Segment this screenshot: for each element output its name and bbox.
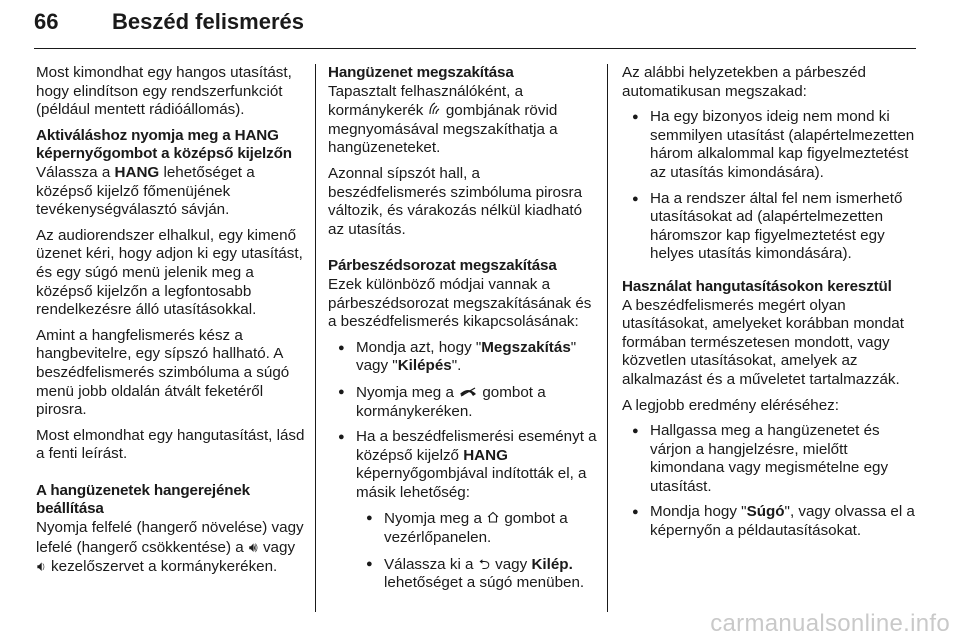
text: ", vagy olvassa el a képernyőn a példautasításokat. (650, 503, 915, 540)
paragraph: Az audiorendszer elhalkul, egy kimenő üzenet kéri, hogy adjon ki egy utasítást, és egy súgó menü jelenik meg a középső kijelzőn a legfontosabb rendelkezésre álló utasításokkal. (36, 226, 303, 319)
hang-up-icon (458, 383, 478, 402)
subheading: Hangüzenet megszakítása (328, 64, 514, 81)
paragraph: Most elmondhat egy hangutasítást, lásd a fenti leírást. (36, 426, 305, 463)
paragraph: Azonnal sípszót hall, a beszédfelismerés szimbóluma pirosra változik, és várakozás nélkül kiadható az utasítás. (328, 164, 583, 238)
column-1 (36, 64, 306, 584)
bullet-list (622, 422, 922, 541)
section-title: Beszéd felismerés (112, 9, 304, 34)
bold-text: HANG (114, 163, 160, 181)
text: Ha a beszédfelismerési eseményt a középső kijelző (356, 428, 597, 464)
bullet-list (622, 108, 922, 264)
column-divider (315, 64, 316, 612)
text: lehetőséget a súgó menüben. (384, 574, 585, 592)
column-2 (328, 64, 598, 600)
list-item: ● Hallgassa meg a hangüzenetet és várjon a hangjelzésre, mielőtt kimondana vagy megismételne egy utasítást. (622, 422, 922, 496)
column-divider (607, 64, 608, 612)
list-item (328, 339, 598, 376)
nested-bullet-list (356, 509, 598, 592)
text: Válassza ki a (384, 555, 478, 573)
subheading: Párbeszédsorozat megszakítása (328, 257, 557, 275)
list-item (356, 509, 598, 547)
text: Mondja hogy " (650, 503, 747, 521)
subheading: Aktiváláshoz nyomja meg a HANG képernyőgombot a középső kijelzőn (36, 126, 292, 163)
paragraph (36, 519, 306, 577)
text: " vagy " (356, 338, 577, 375)
bold-text: Súgó (746, 503, 785, 521)
paragraph: A legjobb eredmény eléréséhez: (622, 396, 839, 414)
list-item (356, 555, 598, 593)
header-rule (34, 48, 916, 49)
text: Nyomja meg a (356, 383, 459, 401)
paragraph: Amint a hangfelismerés kész a hangbevitelre, egy sípszó hallható. A beszédfelismerés szimbóluma a súgó menü jobb oldalán átvált feketéről pirosra. (36, 326, 290, 419)
text: vagy (258, 538, 296, 556)
text: gombot a vezérlőpanelen. (384, 510, 568, 547)
bold-text: Kilépés (397, 357, 452, 375)
page-header (34, 0, 916, 49)
paragraph (36, 164, 306, 220)
bold-text: HANG (463, 446, 508, 464)
bullet-list (328, 339, 598, 593)
paragraph (328, 83, 598, 158)
text: gombjának rövid megnyomásával megszakíthatja a hangüzeneteket. (328, 102, 558, 157)
volume-down-icon: 🔉︎ (37, 558, 46, 575)
text: Tapasztalt felhasználóként, a kormánykerék (328, 82, 524, 120)
list-item (328, 428, 598, 593)
text: lehetőséget a középső kijelző főmenüjének tevékenységválasztó sávján. (36, 163, 255, 219)
home-icon (486, 509, 500, 528)
page-number: 66 (34, 9, 59, 34)
list-item (328, 383, 598, 421)
text: Mondja azt, hogy " (356, 338, 482, 356)
subheading: A hangüzenetek hangerejének beállítása (36, 481, 250, 518)
text: Nyomja meg a (384, 510, 487, 528)
volume-up-icon: 🔊︎ (248, 538, 258, 555)
back-arrow-icon: ⮌ (478, 555, 490, 572)
paragraph: Ezek különböző módjai vannak a párbeszédsorozat megszakításának és a beszédfelismerés kikapcsolásának: (328, 275, 592, 331)
text: ". (451, 357, 462, 375)
paragraph: Most kimondhat egy hangos utasítást, hogy elindítson egy rendszerfunkciót (például mentett rádióállomás). (36, 64, 292, 119)
column-3 (622, 64, 922, 548)
text: képernyőgombjával indították el, a másik lehetőség: (356, 465, 587, 501)
watermark: carmanualsonline.info (710, 610, 950, 637)
bold-text: Megszakítás (481, 338, 571, 356)
text: gombot a kormánykeréken. (356, 383, 546, 420)
list-item (622, 503, 922, 540)
subheading: Használat hangutasításokon keresztül (622, 277, 892, 295)
list-item: ● Ha egy bizonyos ideig nem mond ki semmilyen utasítást (alapértelmezetten három alkalommal kap figyelmeztetést az utasítás kimondására). (622, 108, 922, 182)
voice-icon (428, 101, 442, 120)
text: kezelőszervet a kormánykeréken. (46, 558, 278, 576)
list-item: ● Ha a rendszer által fel nem ismerhető utasításokat ad (alapértelmezetten háromszor kap figyelmeztetést egy helyes utasítás kimondására). (622, 190, 922, 264)
paragraph: Az alábbi helyzetekben a párbeszéd automatikusan megszakad: (622, 64, 867, 100)
paragraph: A beszédfelismerés megért olyan utasításokat, amelyeket korábban mondat formában természetesen mondott, vagy közvetlen utasításokat, amelyek az alkalmazást és a műveletet tartalmazzák. (622, 296, 904, 388)
text: vagy (490, 555, 532, 573)
bold-text: Kilép. (531, 555, 573, 573)
text: Válassza a (36, 163, 115, 181)
text: Nyomja felfelé (hangerő növelése) vagy lefelé (hangerő csökkentése) a (36, 519, 304, 556)
